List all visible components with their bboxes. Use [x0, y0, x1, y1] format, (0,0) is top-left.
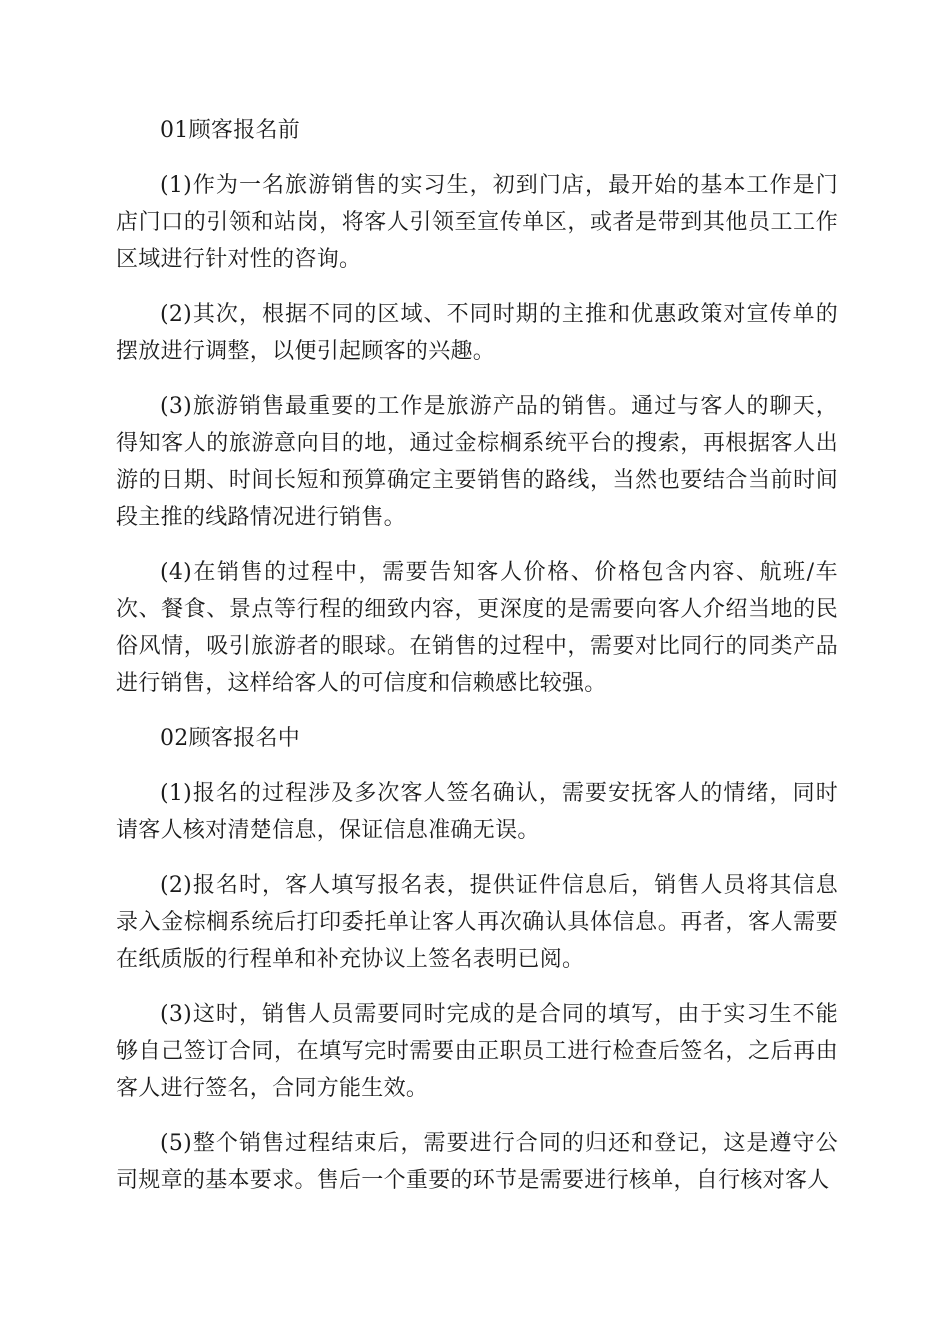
paragraph: (1)作为一名旅游销售的实习生，初到门店，最开始的基本工作是门店门口的引领和站岗，将客人引领至宣传单区，或者是带到其他员工工作区域进行针对性的咨询。 — [116, 173, 838, 272]
paragraph: (4)在销售的过程中，需要告知客人价格、价格包含内容、航班/车次、餐食、景点等行程的细致内容，更深度的是需要向客人介绍当地的民俗风情，吸引旅游者的眼球。在销售的过程中，需要对比同行的同类产品进行销售，这样给客人的可信度和信赖感比较强。 — [116, 560, 838, 696]
paragraph: (2)其次，根据不同的区域、不同时期的主推和优惠政策对宣传单的摆放进行调整，以便引起顾客的兴趣。 — [116, 302, 838, 364]
document-page — [116, 112, 838, 1217]
paragraph: (2)报名时，客人填写报名表，提供证件信息后，销售人员将其信息录入金棕榈系统后打印委托单让客人再次确认具体信息。再者，客人需要在纸质版的行程单和补充协议上签名表明已阅。 — [116, 873, 838, 972]
paragraph: (5)整个销售过程结束后，需要进行合同的归还和登记，这是遵守公司规章的基本要求。售后一个重要的环节是需要进行核单，自行核对客人 — [116, 1131, 838, 1193]
paragraph: (3)旅游销售最重要的工作是旅游产品的销售。通过与客人的聊天，得知客人的旅游意向目的地，通过金棕榈系统平台的搜索，再根据客人出游的日期、时间长短和预算确定主要销售的路线，当然也要结合当前时间段主推的线路情况进行销售。 — [116, 394, 838, 530]
paragraph: (3)这时，销售人员需要同时完成的是合同的填写，由于实习生不能够自己签订合同，在填写完时需要由正职员工进行检查后签名，之后再由客人进行签名，合同方能生效。 — [116, 1002, 838, 1101]
section-heading: 01顾客报名前 — [160, 118, 301, 143]
section-heading: 02顾客报名中 — [160, 726, 301, 751]
paragraph: (1)报名的过程涉及多次客人签名确认，需要安抚客人的情绪，同时请客人核对清楚信息，保证信息准确无误。 — [116, 781, 838, 843]
